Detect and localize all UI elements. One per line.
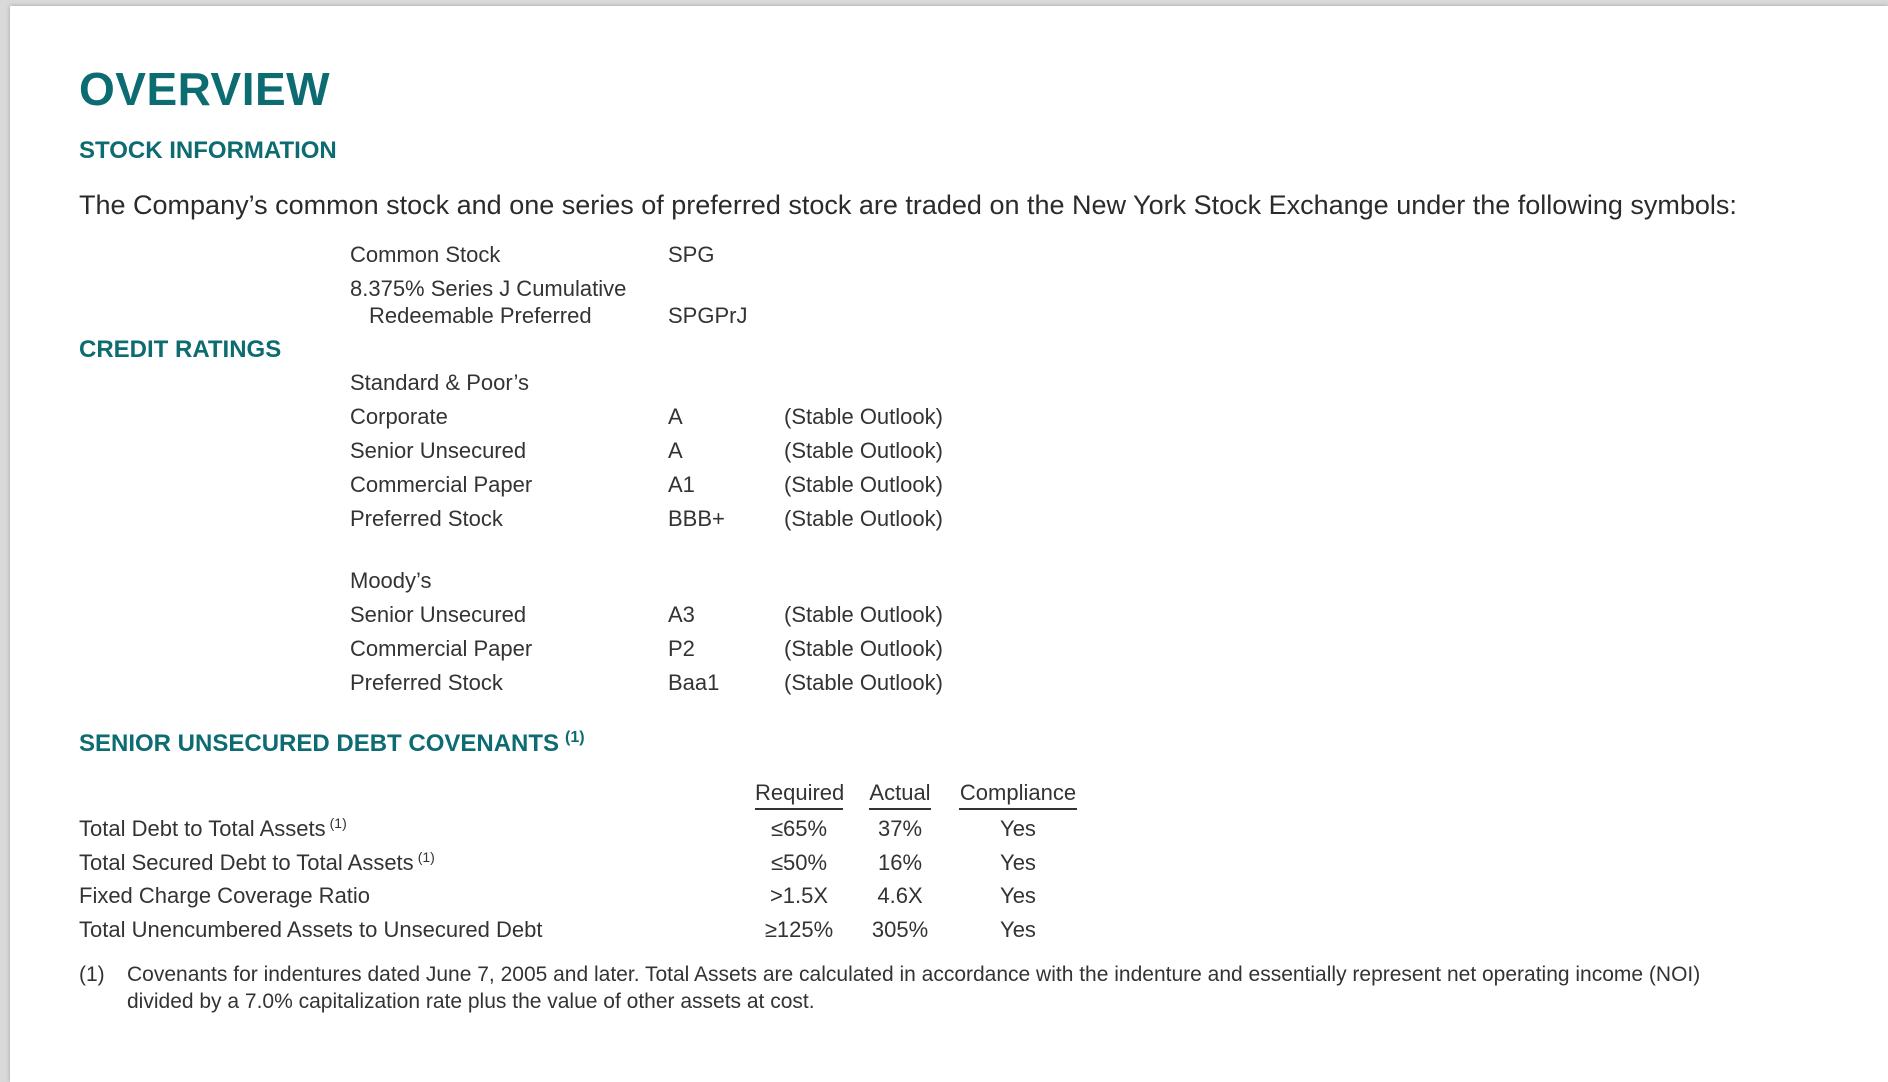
moodys-row-label: Senior Unsecured <box>350 602 527 627</box>
covenant-compliance: Yes <box>1000 883 1036 908</box>
sp-row-label: Corporate <box>350 404 448 429</box>
covenants-heading <box>79 730 585 758</box>
covenant-row-label <box>79 883 370 909</box>
sp-row-rating: A <box>668 438 683 463</box>
footnote-line2: divided by a 7.0% capitalization rate plus the value of other assets at cost. <box>127 990 815 1013</box>
stock-label-common: Common Stock <box>350 242 501 267</box>
covenant-row-label <box>79 917 542 943</box>
moodys-row-rating: A3 <box>668 602 695 627</box>
sp-row-outlook: (Stable Outlook) <box>784 438 943 463</box>
stock-label-preferred-line1: 8.375% Series J Cumulative <box>350 276 627 301</box>
covenant-actual: 4.6X <box>877 883 923 908</box>
covenants-heading-text: SENIOR UNSECURED DEBT COVENANTS <box>79 730 560 757</box>
stock-symbol-common: SPG <box>668 242 715 267</box>
sp-row-outlook: (Stable Outlook) <box>784 404 943 429</box>
covenant-row-label <box>79 816 347 842</box>
moodys-row-label: Preferred Stock <box>350 670 503 695</box>
col-header-required: Required <box>755 780 843 810</box>
covenant-row-label <box>79 850 435 876</box>
moodys-row-rating: Baa1 <box>668 670 720 695</box>
sp-row-label: Senior Unsecured <box>350 438 527 463</box>
stock-label-preferred-line2: Redeemable Preferred <box>369 303 592 328</box>
moodys-row-outlook: (Stable Outlook) <box>784 670 943 695</box>
sp-row-rating: A1 <box>668 472 695 497</box>
covenant-compliance: Yes <box>1000 850 1036 875</box>
covenant-label-note: (1) <box>329 814 347 831</box>
covenant-label-text: Total Unencumbered Assets to Unsecured Debt <box>79 917 543 942</box>
covenant-actual: 16% <box>877 850 923 875</box>
col-header-compliance: Compliance <box>959 780 1077 810</box>
sp-row-outlook: (Stable Outlook) <box>784 506 943 531</box>
moodys-row-outlook: (Stable Outlook) <box>784 636 943 661</box>
sp-row-label: Preferred Stock <box>350 506 503 531</box>
covenant-actual: 305% <box>871 917 929 942</box>
credit-ratings-heading: CREDIT RATINGS <box>79 336 282 363</box>
stock-symbol-preferred: SPGPrJ <box>668 303 748 328</box>
stock-info-heading: STOCK INFORMATION <box>79 137 337 164</box>
covenant-label-text: Total Debt to Total Assets <box>79 816 326 841</box>
sp-agency-label: Standard & Poor’s <box>350 370 529 395</box>
footnote-line1: Covenants for indentures dated June 7, 2005 and later. Total Assets are calculated in accordance with the indenture and essentially represent net operating income (NOI) <box>127 963 1701 986</box>
footnote-marker: (1) <box>79 963 105 986</box>
covenant-actual: 37% <box>877 816 923 841</box>
moodys-agency-label: Moody’s <box>350 568 432 593</box>
covenant-required: ≤65% <box>770 816 828 841</box>
covenant-required: ≥125% <box>764 917 834 942</box>
moodys-row-outlook: (Stable Outlook) <box>784 602 943 627</box>
covenant-label-text: Total Secured Debt to Total Assets <box>79 850 414 875</box>
covenant-compliance: Yes <box>1000 917 1036 942</box>
covenants-heading-note: (1) <box>565 729 585 746</box>
moodys-row-rating: P2 <box>668 636 695 661</box>
moodys-row-label: Commercial Paper <box>350 636 533 661</box>
page-title: OVERVIEW <box>79 63 331 115</box>
covenant-label-text: Fixed Charge Coverage Ratio <box>79 883 371 908</box>
sp-row-rating: BBB+ <box>668 506 725 531</box>
covenant-compliance: Yes <box>1000 816 1036 841</box>
covenant-required: >1.5X <box>769 883 829 908</box>
covenant-label-note: (1) <box>417 848 435 865</box>
sp-row-label: Commercial Paper <box>350 472 533 497</box>
covenant-required: ≤50% <box>770 850 828 875</box>
stock-info-intro: The Company’s common stock and one series of preferred stock are traded on the New York Stock Exchange under the following symbols: <box>79 190 1737 220</box>
col-header-actual: Actual <box>869 780 931 810</box>
sp-row-rating: A <box>668 404 683 429</box>
sp-row-outlook: (Stable Outlook) <box>784 472 943 497</box>
document-page <box>10 6 1888 1082</box>
